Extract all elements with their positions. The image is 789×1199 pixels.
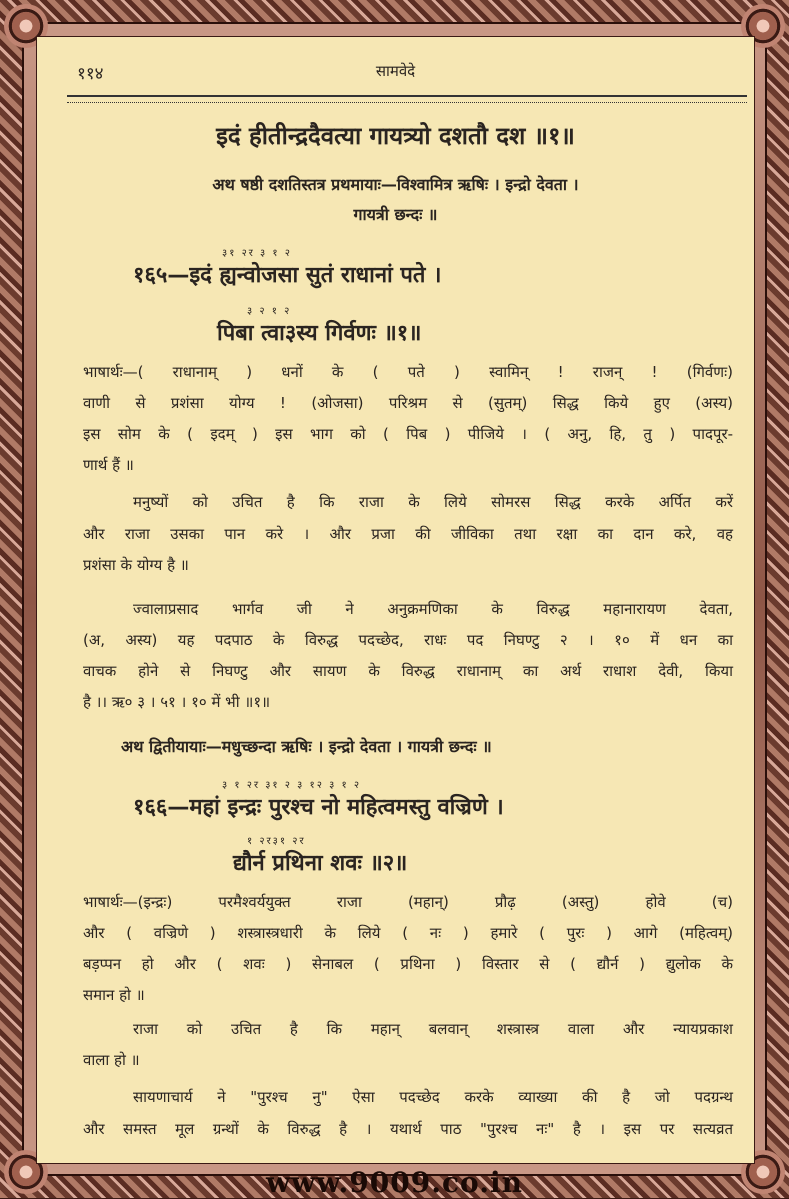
page-header [37,61,754,85]
bhashartha-1-line: भाषार्थः—( राधानाम् ) धनों के ( पते ) स्वामिन् ! राजन् ! (गिर्वणः) [83,363,733,381]
mantra-166-line-2: द्यौर्न प्रथिना शवः ॥२॥ [233,851,408,876]
mantra-165-line-2: पिबा त्वा३स्य गिर्वणः ॥१॥ [217,321,422,346]
para-2-line: ज्वालाप्रसाद भार्गव जी ने अनुक्रमणिका के विरुद्ध महानारायण देवता, [133,600,733,618]
mantra-166-line-1: १६६—महां इन्द्रः पुरश्च नो महित्वमस्तु वज्रिणे । [133,795,504,820]
page-number: ११४ [77,64,104,84]
bhashartha-1-line: णार्थ हैं ॥ [83,456,134,474]
watermark-url[interactable]: www.9009.co.in [266,1166,523,1199]
para-1-line: प्रशंसा के योग्य है ॥ [83,556,189,574]
svara-marks: ३ १ २र ३१ २ ३ १२ ३ १ २ [222,780,362,791]
bhashartha-1-line: वाणी से प्रशंसा योग्य ! (ओजसा) परिश्रम से (सुतम्) सिद्ध किये हुए (अस्य) [83,394,733,412]
running-title: सामवेदे [375,62,416,80]
intro-2: अथ द्वितीयायाः—मधुच्छन्दा ऋषिः । इन्द्रो देवता । गायत्री छन्दः ॥ [121,737,492,756]
intro-line-1: अथ षष्ठी दशतिस्तत्र प्रथमायाः—विश्वामित्र ऋषिः । इन्द्रो देवता । [212,175,579,194]
para-1-line: मनुष्यों को उचित है कि राजा के लिये सोमरस सिद्ध करके अर्पित करें [133,493,733,511]
scanned-page [36,36,755,1164]
para-4-line: और समस्त मूल ग्रन्थों के विरुद्ध है । यथार्थ पाठ "पुरश्च नः" है । इस पर सत्यव्रत [83,1120,733,1138]
para-2-line: वाचक होने से निघण्टु और सायण के विरुद्ध राधानाम् का अर्थ राधाश देवी, किया [83,662,733,680]
bhashartha-2-line: और ( वज्रिणे ) शस्त्रास्त्रधारी के लिये ( नः ) हमारे ( पुरः ) आगे (महित्वम्) [83,924,733,942]
bhashartha-2-line: भाषार्थः—(इन्द्रः) परमैश्वर्ययुक्त राजा (महान्) प्रौढ़ (अस्तु) होवे (च) [83,893,733,911]
bhashartha-2-line: बड़प्पन हो और ( शवः ) सेनाबल ( प्रथिना ) विस्तार से ( द्यौर्न ) द्युलोक के [83,955,733,973]
para-2-line: (अ, अस्य) यह पदपाठ के विरुद्ध पदच्छेद, राधः पद निघण्टु २ । १० में धन का [83,631,733,649]
header-rule [67,95,747,103]
section-heading: इदं हीतीन्द्रदैवत्या गायत्र्यो दशतौ दश ॥१॥ [216,122,575,150]
svara-marks: ३१ २र ३ १ २ [222,248,293,259]
para-3-line: राजा को उचित है कि महान् बलवान् शस्त्रास्त्र वाला और न्यायप्रकाश [133,1020,733,1038]
para-1-line: और राजा उसका पान करे । और प्रजा की जीविका तथा रक्षा का दान करे, वह [83,525,733,543]
intro-line-2: गायत्री छन्दः ॥ [353,205,438,224]
svara-marks: १ २र३१ २र [247,836,306,847]
para-3-line: वाला हो ॥ [83,1051,140,1069]
bhashartha-2-line: समान हो ॥ [83,986,145,1004]
svara-marks: ३ २ १ २ [247,306,292,317]
bhashartha-1-line: इस सोम के ( इदम् ) इस भाग को ( पिब ) पीजिये । ( अनु, हि, तु ) पादपूर- [83,425,733,443]
para-4-line: सायणाचार्य ने "पुरश्च नु" ऐसा पदच्छेद करके व्याख्या की है जो पदग्रन्थ [133,1088,733,1106]
para-2-line: है ।। ऋ० ३ । ५१ । १० में भी ॥१॥ [83,693,271,711]
mantra-165-line-1: १६५—इदं ह्यन्वोजसा सुतं राधानां पते । [133,263,442,288]
